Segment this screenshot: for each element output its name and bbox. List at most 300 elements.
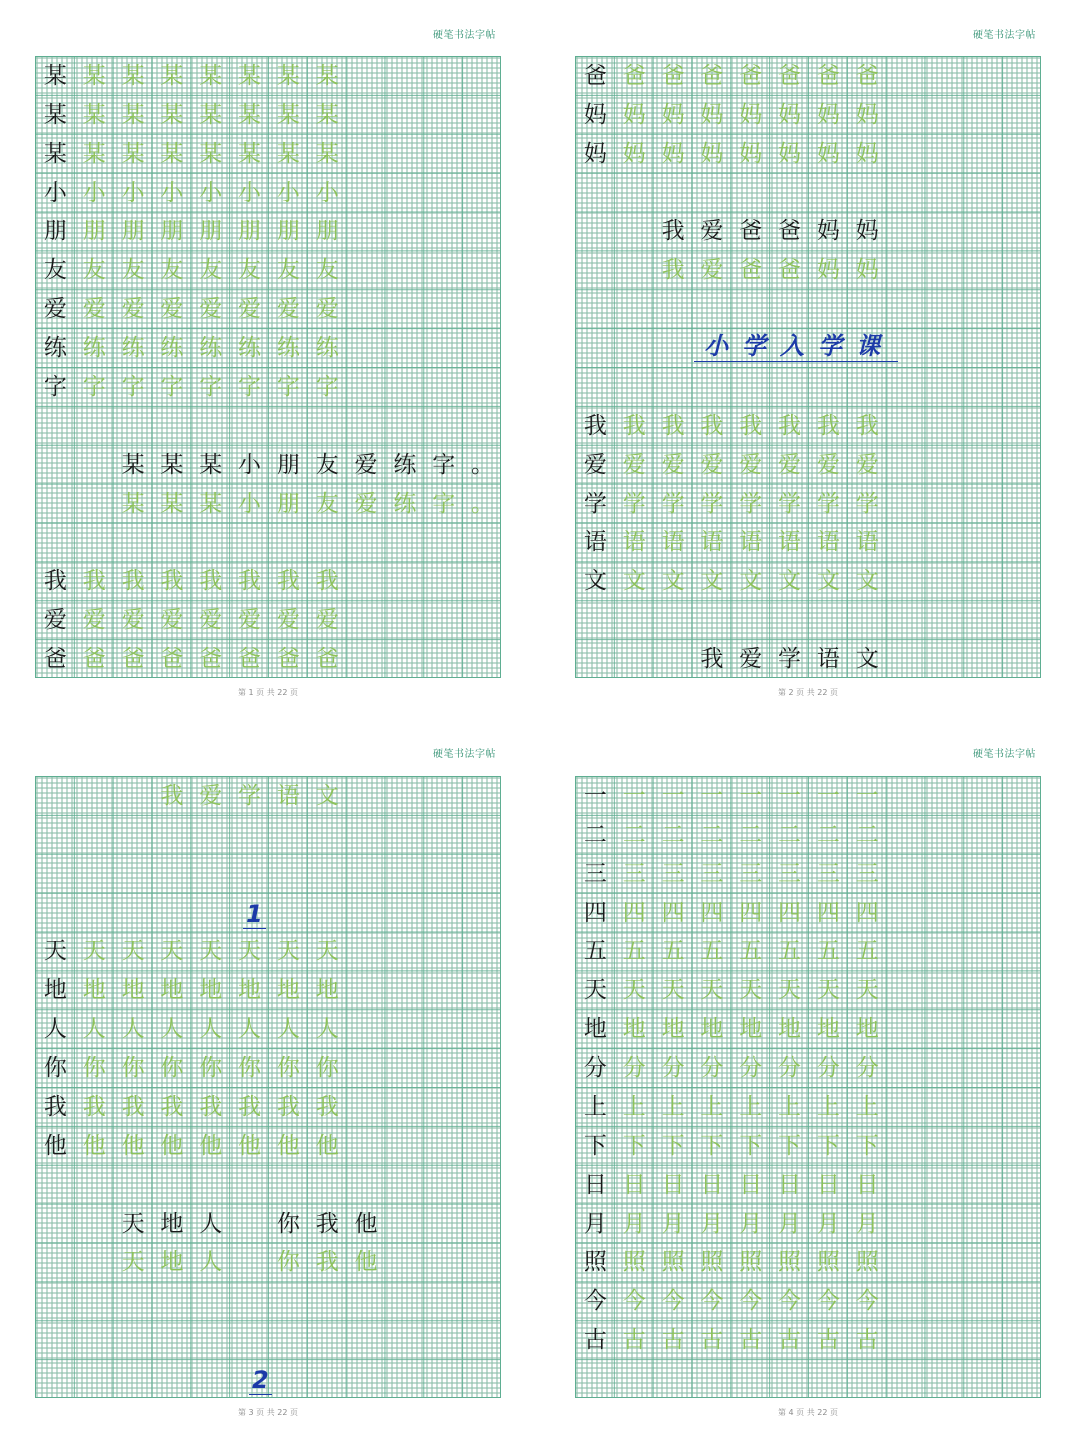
- trace-character: 我: [315, 1093, 339, 1120]
- trace-character: 爸: [855, 62, 879, 89]
- trace-character: 学: [700, 490, 724, 517]
- sentence-character: 爱: [700, 218, 724, 245]
- practice-row: [576, 1010, 887, 1049]
- trace-character: 一: [739, 782, 763, 809]
- practice-row: [576, 524, 887, 563]
- sentence-character: 小: [238, 451, 262, 478]
- practice-row: [576, 1127, 887, 1166]
- trace-character: 天: [778, 977, 802, 1004]
- sentence-character: 妈: [816, 257, 840, 284]
- model-character: 小: [43, 179, 67, 206]
- trace-character: 爱: [238, 296, 262, 323]
- trace-character: 语: [816, 529, 840, 556]
- model-character: 某: [43, 62, 67, 89]
- sentence-character: 练: [393, 490, 417, 517]
- sentence-character: 天: [121, 1249, 145, 1276]
- trace-character: 月: [661, 1210, 685, 1237]
- trace-character: 三: [778, 860, 802, 887]
- trace-character: 文: [661, 568, 685, 595]
- trace-character: 语: [661, 529, 685, 556]
- trace-character: 爱: [160, 607, 184, 634]
- practice-row: [36, 933, 347, 972]
- trace-character: 地: [700, 1016, 724, 1043]
- trace-character: 人: [199, 1016, 223, 1043]
- trace-character: 分: [855, 1055, 879, 1082]
- trace-character: 天: [700, 977, 724, 1004]
- trace-character: 你: [199, 1055, 223, 1082]
- trace-character: 小: [82, 179, 106, 206]
- sentence-character: 朋: [276, 451, 300, 478]
- sentence-character: 爸: [739, 257, 763, 284]
- trace-character: 一: [778, 782, 802, 809]
- model-character: 一: [583, 782, 607, 809]
- trace-character: 地: [160, 977, 184, 1004]
- practice-sheet-page-1: [35, 56, 501, 678]
- trace-character: 爸: [816, 62, 840, 89]
- page-footer: 第 3 页 共 22 页: [238, 1408, 298, 1417]
- trace-character: 爱: [160, 296, 184, 323]
- model-character: 爸: [43, 646, 67, 673]
- trace-character: 学: [778, 490, 802, 517]
- trace-character: 学: [739, 490, 763, 517]
- trace-character: 文: [778, 568, 802, 595]
- trace-character: 我: [199, 568, 223, 595]
- practice-row: [36, 329, 347, 368]
- trace-character: 练: [160, 335, 184, 362]
- trace-character: 爱: [121, 296, 145, 323]
- trace-character: 妈: [778, 140, 802, 167]
- trace-character: 某: [160, 101, 184, 128]
- sentence-character: 文: [315, 782, 339, 809]
- trace-character: 我: [82, 1093, 106, 1120]
- sentence-character: 文: [855, 646, 879, 673]
- trace-character: 天: [816, 977, 840, 1004]
- sentence-character: 妈: [855, 257, 879, 284]
- sentence-character: 某: [121, 451, 145, 478]
- page-header: 硬笔书法字帖: [433, 30, 496, 41]
- trace-character: 日: [622, 1171, 646, 1198]
- trace-character: 小: [199, 179, 223, 206]
- trace-character: 你: [315, 1055, 339, 1082]
- sentence-character: 爸: [778, 218, 802, 245]
- model-character: 语: [583, 529, 607, 556]
- trace-character: 妈: [855, 101, 879, 128]
- trace-character: 四: [661, 899, 685, 926]
- trace-character: 我: [238, 568, 262, 595]
- practice-row: [36, 251, 347, 290]
- trace-character: 天: [121, 938, 145, 965]
- trace-character: 五: [778, 938, 802, 965]
- trace-character: 爸: [739, 62, 763, 89]
- trace-character: 你: [82, 1055, 106, 1082]
- model-character: 天: [43, 938, 67, 965]
- trace-character: 照: [622, 1249, 646, 1276]
- trace-character: 五: [661, 938, 685, 965]
- trace-character: 妈: [622, 140, 646, 167]
- trace-character: 日: [855, 1171, 879, 1198]
- practice-row: [36, 213, 347, 252]
- trace-character: 你: [276, 1055, 300, 1082]
- model-character: 学: [583, 490, 607, 517]
- trace-character: 某: [238, 140, 262, 167]
- trace-character: 某: [160, 62, 184, 89]
- practice-row: [576, 96, 887, 135]
- sentence-character: 学: [238, 782, 262, 809]
- trace-character: 人: [238, 1016, 262, 1043]
- trace-character: 文: [700, 568, 724, 595]
- trace-character: 某: [82, 62, 106, 89]
- trace-character: 某: [315, 140, 339, 167]
- trace-character: 爱: [199, 607, 223, 634]
- trace-character: 照: [855, 1249, 879, 1276]
- trace-character: 月: [778, 1210, 802, 1237]
- sentence-character: 我: [315, 1210, 339, 1237]
- trace-character: 二: [622, 821, 646, 848]
- trace-character: 语: [739, 529, 763, 556]
- trace-character: 爸: [661, 62, 685, 89]
- practice-row: [576, 855, 887, 894]
- trace-character: 我: [739, 412, 763, 439]
- trace-character: 地: [276, 977, 300, 1004]
- lesson-number: 1: [243, 900, 266, 929]
- model-character: 某: [43, 101, 67, 128]
- trace-character: 爱: [82, 296, 106, 323]
- trace-character: 上: [816, 1093, 840, 1120]
- trace-character: 地: [816, 1016, 840, 1043]
- trace-character: 某: [238, 62, 262, 89]
- trace-character: 今: [778, 1288, 802, 1315]
- trace-character: 爸: [199, 646, 223, 673]
- practice-row: [36, 290, 347, 329]
- trace-character: 今: [622, 1288, 646, 1315]
- practice-row: [36, 368, 347, 407]
- practice-row: [576, 1244, 887, 1283]
- model-character: 友: [43, 257, 67, 284]
- sentence-model: [114, 446, 502, 485]
- sentence-character: 爱: [354, 451, 378, 478]
- trace-character: 妈: [816, 101, 840, 128]
- trace-character: 朋: [82, 218, 106, 245]
- trace-character: 日: [739, 1171, 763, 1198]
- trace-character: 小: [238, 179, 262, 206]
- trace-character: 爸: [160, 646, 184, 673]
- trace-character: 二: [661, 821, 685, 848]
- trace-character: 今: [855, 1288, 879, 1315]
- trace-character: 我: [121, 1093, 145, 1120]
- trace-character: 月: [700, 1210, 724, 1237]
- sentence-character: 某: [160, 490, 184, 517]
- trace-character: 字: [238, 373, 262, 400]
- model-character: 爸: [583, 62, 607, 89]
- trace-character: 地: [238, 977, 262, 1004]
- trace-character: 我: [276, 1093, 300, 1120]
- trace-character: 照: [661, 1249, 685, 1276]
- sentence-character: 。: [471, 451, 495, 478]
- trace-character: 日: [816, 1171, 840, 1198]
- sentence-trace: [152, 777, 346, 816]
- sentence-trace: [114, 1244, 386, 1283]
- sentence-character: 。: [471, 490, 495, 517]
- trace-character: 月: [622, 1210, 646, 1237]
- model-character: 我: [43, 1093, 67, 1120]
- model-character: 日: [583, 1171, 607, 1198]
- trace-character: 爱: [778, 451, 802, 478]
- trace-character: 你: [160, 1055, 184, 1082]
- practice-row: [36, 57, 347, 96]
- model-character: 五: [583, 938, 607, 965]
- trace-character: 四: [816, 899, 840, 926]
- sentence-character: 你: [276, 1249, 300, 1276]
- trace-character: 古: [816, 1327, 840, 1354]
- trace-character: 今: [661, 1288, 685, 1315]
- sentence-character: 小: [238, 490, 262, 517]
- trace-character: 二: [700, 821, 724, 848]
- trace-character: 古: [622, 1327, 646, 1354]
- sentence-model: [654, 213, 887, 252]
- trace-character: 五: [855, 938, 879, 965]
- trace-character: 一: [622, 782, 646, 809]
- sentence-character: 爱: [700, 257, 724, 284]
- model-character: 三: [583, 860, 607, 887]
- sentence-character: 我: [661, 257, 685, 284]
- trace-character: 天: [855, 977, 879, 1004]
- trace-character: 语: [778, 529, 802, 556]
- trace-character: 我: [238, 1093, 262, 1120]
- trace-character: 上: [700, 1093, 724, 1120]
- sentence-character: 某: [121, 490, 145, 517]
- trace-character: 爸: [315, 646, 339, 673]
- trace-character: 某: [276, 140, 300, 167]
- trace-character: 下: [661, 1132, 685, 1159]
- trace-character: 妈: [700, 140, 724, 167]
- trace-character: 我: [661, 412, 685, 439]
- trace-character: 古: [700, 1327, 724, 1354]
- trace-character: 他: [199, 1132, 223, 1159]
- trace-character: 他: [121, 1132, 145, 1159]
- trace-character: 古: [739, 1327, 763, 1354]
- trace-character: 妈: [661, 140, 685, 167]
- trace-character: 我: [160, 568, 184, 595]
- lesson-number: 2: [249, 1366, 272, 1395]
- trace-character: 友: [160, 257, 184, 284]
- trace-character: 日: [661, 1171, 685, 1198]
- sentence-character: 语: [816, 646, 840, 673]
- trace-character: 妈: [816, 140, 840, 167]
- trace-character: 上: [778, 1093, 802, 1120]
- trace-character: 字: [315, 373, 339, 400]
- sentence-character: 天: [121, 1210, 145, 1237]
- sentence-character: 爸: [739, 218, 763, 245]
- trace-character: 天: [276, 938, 300, 965]
- sentence-character: 友: [315, 451, 339, 478]
- practice-row: [36, 640, 347, 679]
- trace-character: 古: [661, 1327, 685, 1354]
- trace-character: 某: [121, 62, 145, 89]
- practice-row: [36, 562, 347, 601]
- trace-character: 爱: [276, 607, 300, 634]
- trace-character: 我: [160, 1093, 184, 1120]
- trace-character: 我: [82, 568, 106, 595]
- model-character: 某: [43, 140, 67, 167]
- trace-character: 练: [121, 335, 145, 362]
- practice-row: [36, 971, 347, 1010]
- trace-character: 友: [238, 257, 262, 284]
- trace-character: 二: [778, 821, 802, 848]
- trace-character: 下: [855, 1132, 879, 1159]
- trace-character: 照: [816, 1249, 840, 1276]
- sentence-character: 语: [276, 782, 300, 809]
- practice-row: [576, 57, 887, 96]
- model-character: 妈: [583, 101, 607, 128]
- trace-character: 某: [82, 101, 106, 128]
- trace-character: 练: [276, 335, 300, 362]
- trace-character: 朋: [276, 218, 300, 245]
- practice-row: [576, 933, 887, 972]
- trace-character: 天: [160, 938, 184, 965]
- sentence-character: 朋: [276, 490, 300, 517]
- trace-character: 上: [622, 1093, 646, 1120]
- trace-character: 爱: [199, 296, 223, 323]
- model-character: 字: [43, 373, 67, 400]
- trace-character: 朋: [160, 218, 184, 245]
- model-character: 爱: [43, 296, 67, 323]
- trace-character: 某: [82, 140, 106, 167]
- trace-character: 下: [622, 1132, 646, 1159]
- model-character: 上: [583, 1093, 607, 1120]
- sentence-character: 字: [432, 490, 456, 517]
- trace-character: 爸: [121, 646, 145, 673]
- trace-character: 我: [855, 412, 879, 439]
- trace-character: 照: [778, 1249, 802, 1276]
- sentence-character: 练: [393, 451, 417, 478]
- trace-character: 爱: [816, 451, 840, 478]
- trace-character: 上: [739, 1093, 763, 1120]
- model-character: 二: [583, 821, 607, 848]
- trace-character: 文: [855, 568, 879, 595]
- trace-character: 某: [315, 101, 339, 128]
- trace-character: 月: [739, 1210, 763, 1237]
- trace-character: 某: [315, 62, 339, 89]
- practice-row: [36, 1127, 347, 1166]
- model-character: 地: [43, 977, 67, 1004]
- sentence-character: 爱: [199, 782, 223, 809]
- trace-character: 某: [276, 101, 300, 128]
- model-character: 我: [583, 412, 607, 439]
- trace-character: 三: [661, 860, 685, 887]
- trace-character: 地: [855, 1016, 879, 1043]
- lesson-title: 小学入学课: [694, 331, 898, 362]
- trace-character: 我: [276, 568, 300, 595]
- trace-character: 爱: [700, 451, 724, 478]
- model-character: 朋: [43, 218, 67, 245]
- trace-character: 朋: [199, 218, 223, 245]
- trace-character: 他: [276, 1132, 300, 1159]
- trace-character: 学: [622, 490, 646, 517]
- trace-character: 练: [82, 335, 106, 362]
- trace-character: 小: [160, 179, 184, 206]
- trace-character: 三: [855, 860, 879, 887]
- practice-row: [36, 174, 347, 213]
- trace-character: 某: [199, 62, 223, 89]
- trace-character: 字: [276, 373, 300, 400]
- sentence-model: [114, 1205, 386, 1244]
- trace-character: 人: [121, 1016, 145, 1043]
- trace-character: 练: [315, 335, 339, 362]
- trace-character: 某: [238, 101, 262, 128]
- trace-character: 爱: [121, 607, 145, 634]
- sentence-character: 我: [315, 1249, 339, 1276]
- trace-character: 照: [700, 1249, 724, 1276]
- sentence-character: 我: [160, 782, 184, 809]
- practice-row: [36, 135, 347, 174]
- model-character: 四: [583, 899, 607, 926]
- trace-character: 天: [739, 977, 763, 1004]
- trace-character: 朋: [315, 218, 339, 245]
- sentence-character: 爱: [354, 490, 378, 517]
- practice-row: [576, 562, 887, 601]
- trace-character: 人: [315, 1016, 339, 1043]
- practice-row: [576, 1282, 887, 1321]
- trace-character: 他: [82, 1132, 106, 1159]
- model-character: 地: [583, 1016, 607, 1043]
- practice-row: [36, 1049, 347, 1088]
- trace-character: 上: [855, 1093, 879, 1120]
- trace-character: 天: [315, 938, 339, 965]
- practice-row: [36, 1010, 347, 1049]
- sentence-character: 人: [199, 1249, 223, 1276]
- trace-character: 下: [700, 1132, 724, 1159]
- trace-character: 五: [622, 938, 646, 965]
- blank-cell: [230, 1205, 269, 1244]
- trace-character: 语: [700, 529, 724, 556]
- page-header: 硬笔书法字帖: [973, 30, 1036, 41]
- trace-character: 我: [622, 412, 646, 439]
- trace-character: 人: [82, 1016, 106, 1043]
- trace-character: 妈: [739, 101, 763, 128]
- model-character: 爱: [583, 451, 607, 478]
- trace-character: 分: [816, 1055, 840, 1082]
- blank-cell: [230, 1244, 269, 1283]
- practice-row: [576, 971, 887, 1010]
- trace-character: 今: [816, 1288, 840, 1315]
- trace-character: 天: [661, 977, 685, 1004]
- trace-character: 妈: [855, 140, 879, 167]
- trace-character: 天: [238, 938, 262, 965]
- trace-character: 我: [199, 1093, 223, 1120]
- trace-character: 他: [160, 1132, 184, 1159]
- trace-character: 五: [739, 938, 763, 965]
- practice-row: [576, 485, 887, 524]
- practice-row: [36, 601, 347, 640]
- model-character: 分: [583, 1055, 607, 1082]
- trace-character: 人: [276, 1016, 300, 1043]
- trace-character: 爸: [238, 646, 262, 673]
- trace-character: 古: [778, 1327, 802, 1354]
- model-character: 我: [43, 568, 67, 595]
- sentence-character: 爸: [778, 257, 802, 284]
- trace-character: 语: [855, 529, 879, 556]
- trace-character: 爱: [315, 607, 339, 634]
- trace-character: 日: [778, 1171, 802, 1198]
- trace-character: 分: [778, 1055, 802, 1082]
- trace-character: 地: [315, 977, 339, 1004]
- page-header: 硬笔书法字帖: [973, 749, 1036, 760]
- trace-character: 朋: [121, 218, 145, 245]
- page-footer: 第 2 页 共 22 页: [778, 688, 838, 697]
- trace-character: 文: [739, 568, 763, 595]
- trace-character: 爱: [661, 451, 685, 478]
- trace-character: 今: [700, 1288, 724, 1315]
